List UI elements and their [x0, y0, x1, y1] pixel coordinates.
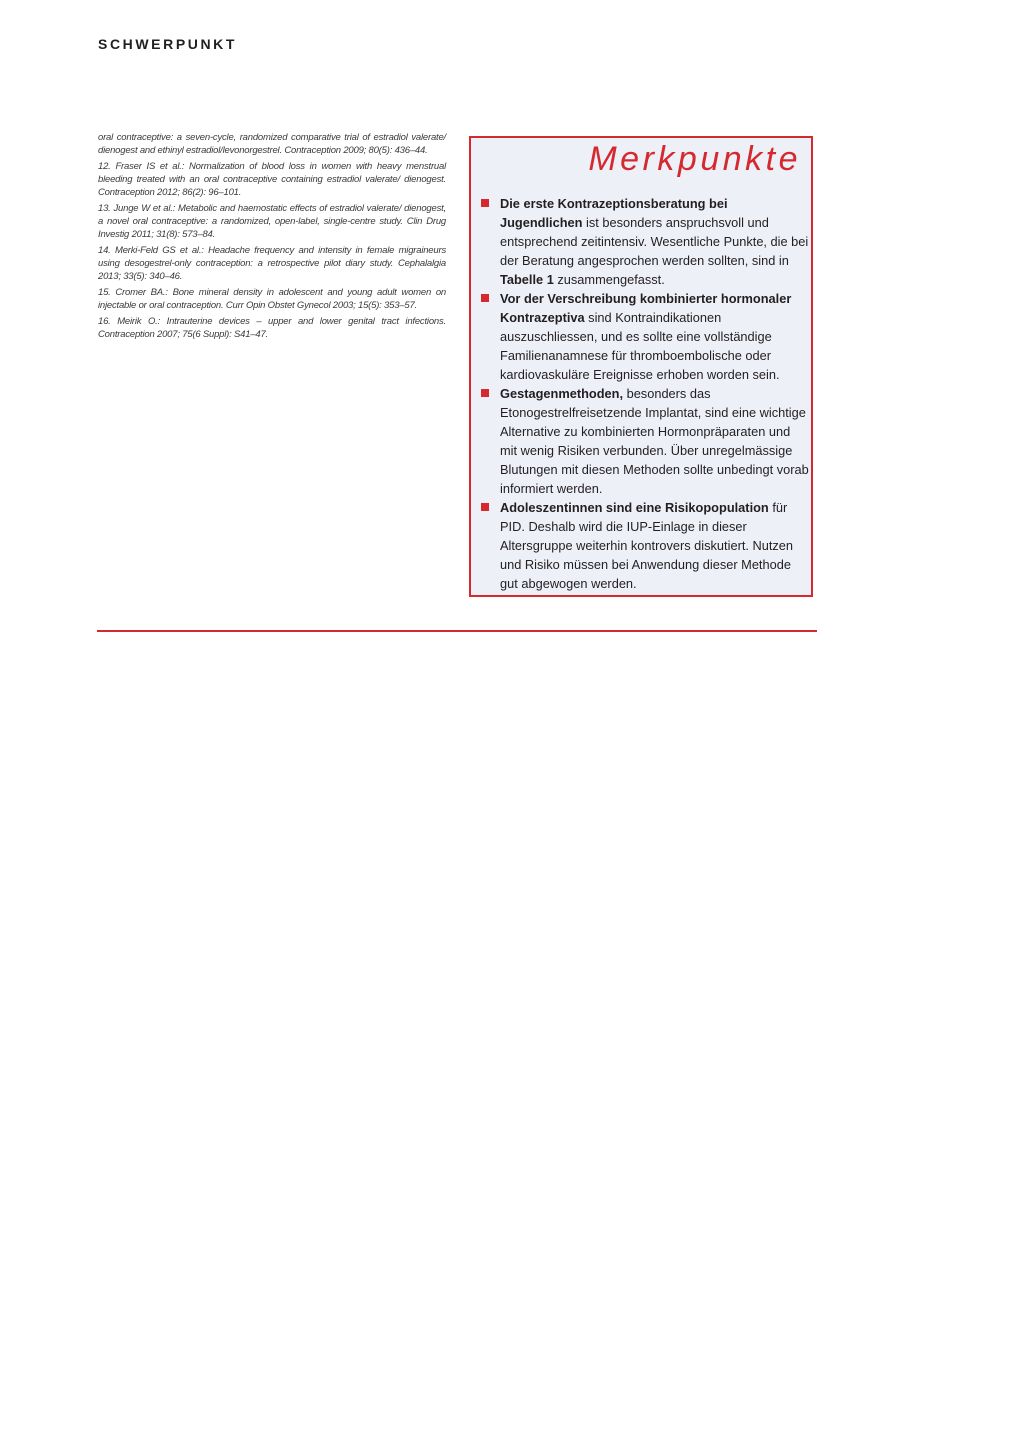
merkpunkte-item-text: zusammengefasst. [553, 272, 665, 287]
square-bullet-icon [481, 199, 489, 207]
section-header: SCHWERPUNKT [98, 36, 238, 52]
merkpunkte-item-text: sind Kontraindikationen auszuschliessen, und es sollte eine vollständige Familienanamnese für thromboembolische oder kardiovaskuläre Ereignisse erhoben worden sein. [500, 310, 780, 382]
merkpunkte-title: Merkpunkte [588, 140, 801, 178]
merkpunkte-item [479, 289, 809, 384]
merkpunkte-item-bold: Die erste Kontrazeptionsberatung bei Jugendlichen [500, 196, 728, 230]
merkpunkte-list [479, 194, 809, 593]
merkpunkte-item-bold: Vor der Verschreibung kombinierter hormonaler Kontrazeptiva [500, 291, 792, 325]
merkpunkte-item [479, 498, 809, 593]
merkpunkte-item [479, 194, 809, 289]
reference-item: 16. Meirik O.: Intrauterine devices – upper and lower genital tract infections. Contraception 2007; 75(6 Suppl): S41–47. [98, 316, 446, 340]
merkpunkte-item-text: für PID. Deshalb wird die IUP-Einlage in dieser Altersgruppe weiterhin kontrovers diskutiert. Nutzen und Risiko müssen bei Anwendung dieser Methode gut abgewogen werden. [500, 500, 794, 591]
merkpunkte-box [469, 136, 813, 597]
section-divider [97, 630, 817, 632]
merkpunkte-item-bold: Adoleszentinnen sind eine Risikopopulation [500, 500, 769, 515]
reference-item: oral contraceptive: a seven-cycle, randomized comparative trial of estradiol valerate/ dienogest and ethinyl estradiol/levonorgestrel. Contraception 2009; 80(5): 436–44. [98, 132, 446, 156]
reference-item: 14. Merki-Feld GS et al.: Headache frequency and intensity in female migraineurs using desogestrel-only contraception: a retrospective pilot diary study. Cephalalgia 2013; 33(5): 340–46. [98, 245, 446, 282]
merkpunkte-item [479, 384, 809, 498]
reference-item: 12. Fraser IS et al.: Normalization of blood loss in women with heavy menstrual bleeding treated with an oral contraceptive containing estradiol valerate/ dienogest. Contraception 2012; 86(2): 96–101. [98, 161, 446, 198]
reference-list [98, 131, 446, 344]
square-bullet-icon [481, 294, 489, 302]
square-bullet-icon [481, 503, 489, 511]
table-reference: Tabelle 1 [500, 272, 554, 287]
merkpunkte-item-text: besonders das Etonogestrelfreisetzende Implantat, sind eine wichtige Alternative zu kombinierten Hormonpräparaten und mit wenig Risiken verbunden. Über unregelmässige Blutungen mit diesen Methoden sollte unbedingt vorab informiert werden. [500, 386, 809, 496]
reference-item: 15. Cromer BA.: Bone mineral density in adolescent and young adult women on injectable or oral contraception. Curr Opin Obstet Gynecol 2003; 15(5): 353–57. [98, 287, 446, 311]
merkpunkte-item-text: ist besonders anspruchsvoll und entsprechend zeitintensiv. Wesentliche Punkte, die bei der Beratung angesprochen werden sollten, sind in [500, 215, 809, 268]
merkpunkte-item-bold: Gestagenmethoden, [500, 386, 624, 401]
reference-item: 13. Junge W et al.: Metabolic and haemostatic effects of estradiol valerate/ dienogest, a novel oral contraceptive: a randomized, open-label, single-centre study. Clin Drug Investig 2011; 31(8): 573–84. [98, 203, 446, 240]
square-bullet-icon [481, 389, 489, 397]
